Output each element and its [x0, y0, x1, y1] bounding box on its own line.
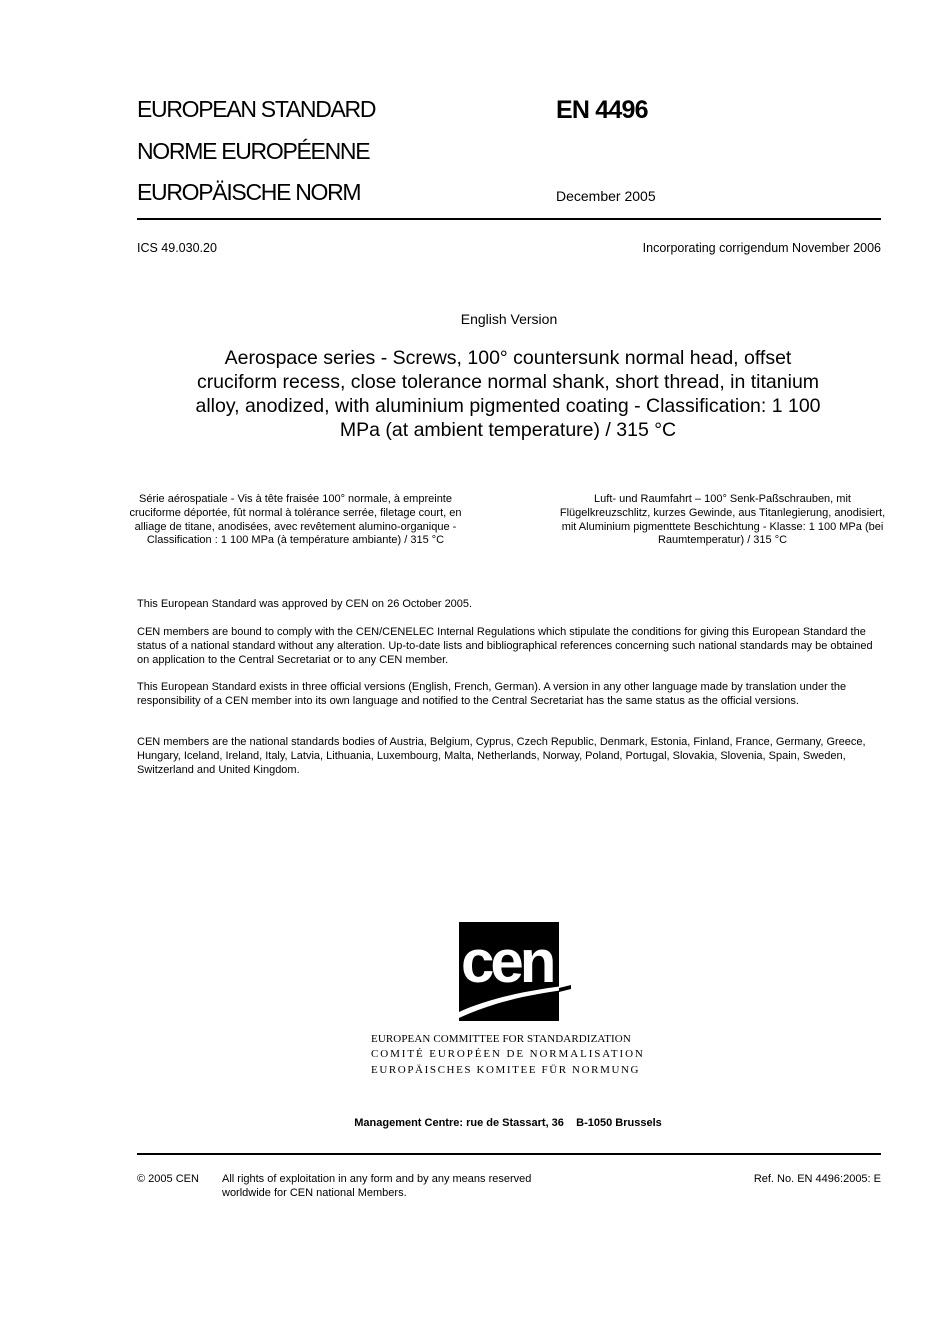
document-title: Aerospace series - Screws, 100° countersunk normal head, offset cruciform recess, close tolerance normal shank, short thread, in titanium alloy, anodized, with aluminium pigmented coating - Classification: 1 100 MPa (at ambient temperature) / 315 °C [195, 347, 821, 441]
rights-line-1: All rights of exploitation in any form and by any means reserved [222, 1173, 532, 1185]
cen-logo [459, 922, 571, 1021]
standard-title-en: EUROPEAN STANDARD [137, 96, 376, 122]
standard-number: EN 4496 [556, 96, 648, 124]
ics-code: ICS 49.030.20 [137, 241, 217, 255]
cen-logo-text: cen [461, 928, 553, 995]
rights-line-2: worldwide for CEN national Members. [222, 1187, 407, 1199]
title-german: Luft- und Raumfahrt – 100° Senk-Paßschrauben, mit Flügelkreuzschlitz, kurzes Gewinde, aus Titanlegierung, anodisiert, mit Aluminium pigmenttete Beschichtung - Klasse: 1 100 MPa (bei Raumtemperatur) / 315 °C [559, 493, 886, 547]
committee-name-fr: COMITÉ EUROPÉEN DE NORMALISATION [371, 1048, 645, 1060]
header-divider [137, 218, 881, 220]
committee-name-en: EUROPEAN COMMITTEE FOR STANDARDIZATION [371, 1033, 631, 1045]
standard-title-fr: NORME EUROPÉENNE [137, 138, 370, 164]
footer-divider [137, 1153, 881, 1155]
version-label: English Version [460, 311, 558, 327]
committee-name-de: EUROPÄISCHES KOMITEE FÜR NORMUNG [371, 1064, 641, 1076]
reference-number: Ref. No. EN 4496:2005: E [753, 1173, 881, 1185]
approval-paragraph: This European Standard was approved by CEN on 26 October 2005. [137, 598, 473, 610]
members-paragraph: CEN members are the national standards bodies of Austria, Belgium, Cyprus, Czech Republic, Denmark, Estonia, Finland, France, Germany, Greece, Hungary, Iceland, Ireland, Italy, Latvia, Lithuania, Luxembourg, Malta, Netherlands, Norway, Poland, Portugal, Slovakia, Slovenia, Spain, Sweden, Switzerland and United Kingdom. [137, 736, 866, 776]
corrigendum-note: Incorporating corrigendum November 2006 [642, 241, 881, 255]
copyright: © 2005 CEN [137, 1173, 199, 1185]
versions-paragraph: This European Standard exists in three official versions (English, French, German). A version in any other language made by translation under the responsibility of a CEN member into its own language and notified to the Central Secretariat has the same status as the official versions. [137, 681, 847, 707]
regulations-paragraph: CEN members are bound to comply with the CEN/CENELEC Internal Regulations which stipulate the conditions for giving this European Standard the status of a national standard without any alteration. Up-to-date lists and bibliographical references concerning such national standards may be obtained on application to the Central Secretariat or to any CEN member. [137, 626, 873, 666]
management-centre: Management Centre: rue de Stassart, 36 B-1050 Brussels [354, 1117, 662, 1129]
standard-title-de: EUROPÄISCHE NORM [137, 179, 361, 205]
title-french: Série aérospatiale - Vis à tête fraisée 100° normale, à empreinte cruciforme déportée, fût normal à tolérance serrée, filetage court, en alliage de titane, anodisées, avec revêtement alumino-organique - Classification : 1 100 MPa (à température ambiante) / 315 °C [129, 493, 462, 547]
publication-date: December 2005 [556, 188, 656, 204]
